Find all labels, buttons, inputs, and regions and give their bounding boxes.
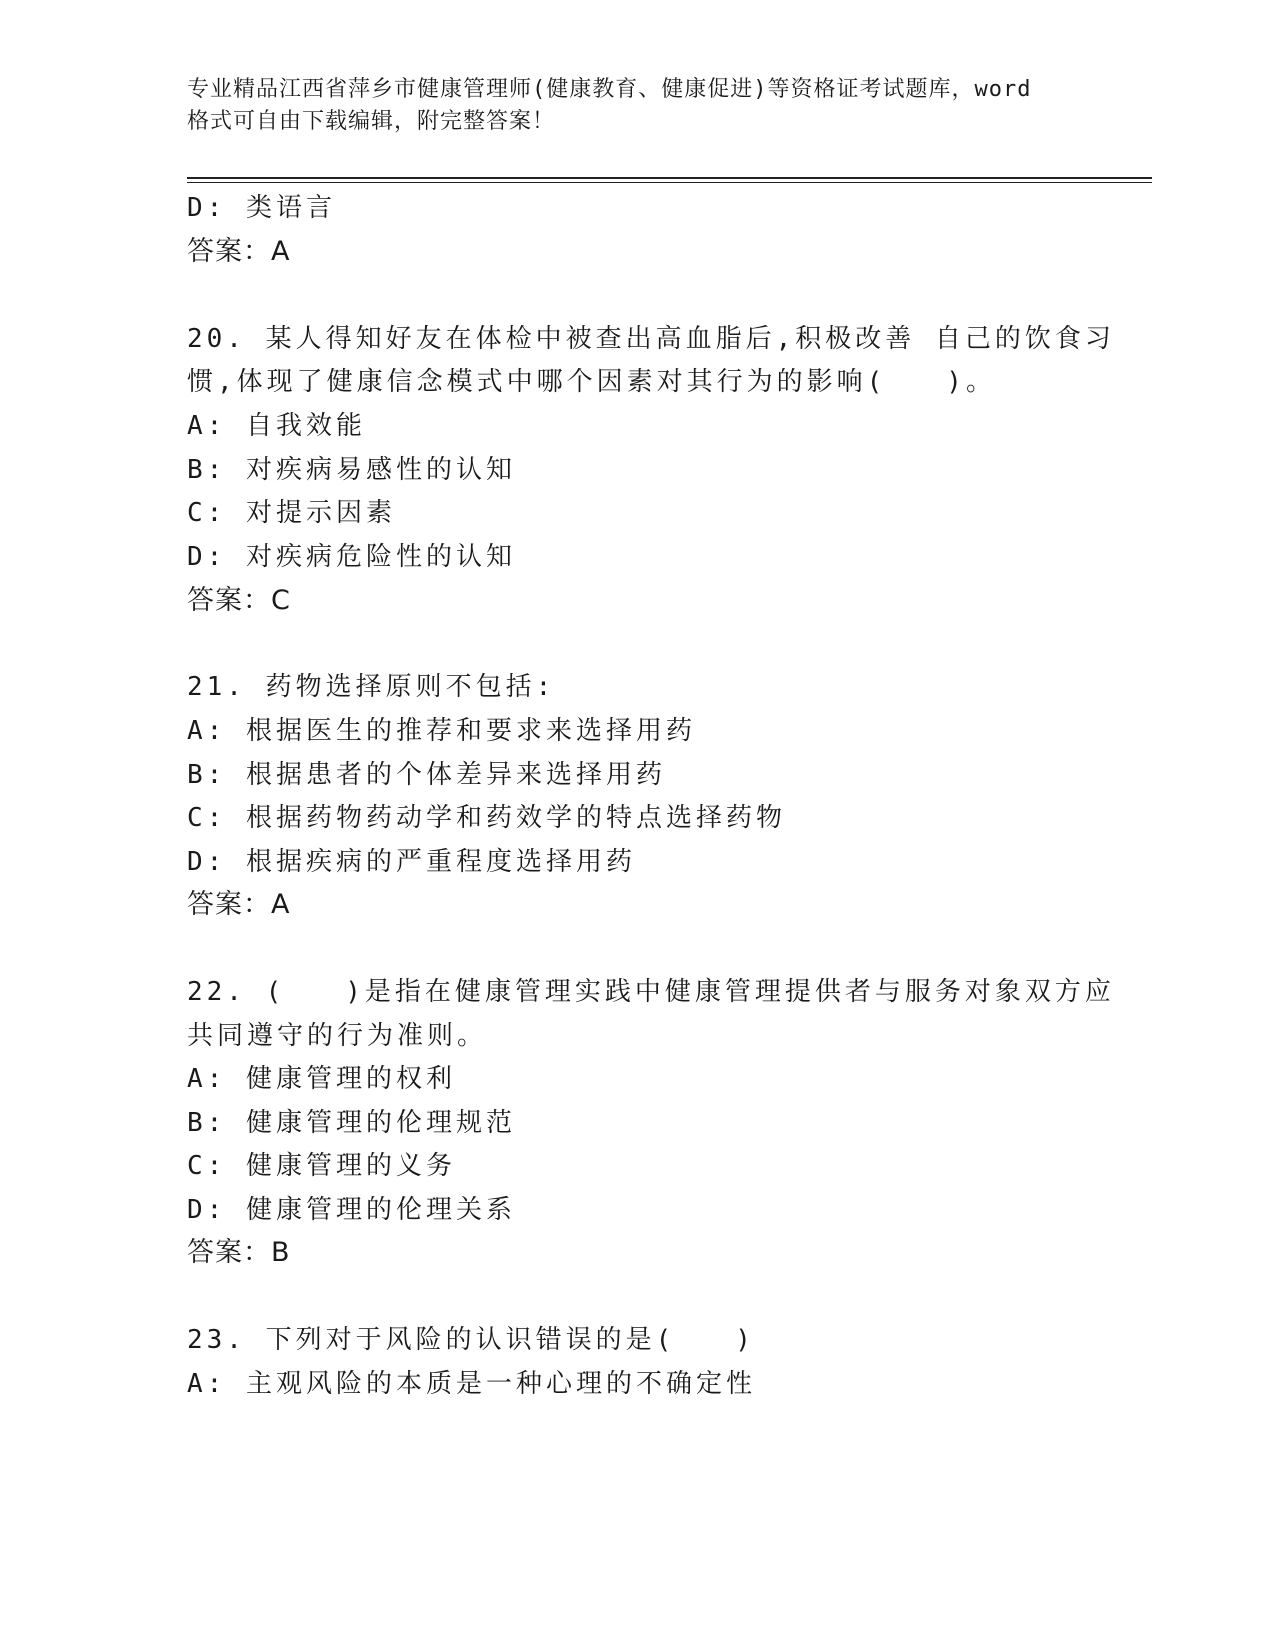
question-23-option-a: A: 主观风险的本质是一种心理的不确定性 <box>187 1369 756 1399</box>
question-21-text: 21. 药物选择原则不包括: <box>187 672 556 702</box>
question-21-answer: 答案：A <box>187 889 291 920</box>
question-20-option-b: B: 对疾病易感性的认知 <box>187 455 516 485</box>
question-20-text: 20. 某人得知好友在体检中被查出高血脂后,积极改善 自己的饮食习 <box>187 324 1115 354</box>
question-21-option-b: B: 根据患者的个体差异来选择用药 <box>187 760 666 790</box>
question-22-answer: 答案：B <box>187 1237 291 1268</box>
question-20-option-a: A: 自我效能 <box>187 411 366 441</box>
question-20-option-d: D: 对疾病危险性的认知 <box>187 542 516 572</box>
question-22-option-b: B: 健康管理的伦理规范 <box>187 1108 516 1138</box>
question-20-text-cont: 惯,体现了健康信念模式中哪个因素对其行为的影响( )。 <box>187 367 996 397</box>
question-23-text: 23. 下列对于风险的认识错误的是( ) <box>187 1325 755 1355</box>
question-21-option-a: A: 根据医生的推荐和要求来选择用药 <box>187 716 696 746</box>
question-22-option-d: D: 健康管理的伦理关系 <box>187 1195 516 1225</box>
header-rule-bottom <box>187 182 1152 183</box>
question-22-text-cont: 共同遵守的行为准则。 <box>187 1021 488 1051</box>
header-line-2: 格式可自由下载编辑，附完整答案！ <box>187 109 556 134</box>
question-21-option-d: D: 根据疾病的严重程度选择用药 <box>187 847 636 877</box>
header-rule-top <box>187 177 1152 179</box>
question-21-option-c: C: 根据药物药动学和药效学的特点选择药物 <box>187 803 786 833</box>
question-20-answer: 答案：C <box>187 585 291 616</box>
option-d: D: 类语言 <box>187 193 336 223</box>
question-20-option-c: C: 对提示因素 <box>187 498 396 528</box>
answer: 答案：A <box>187 236 291 267</box>
question-22-option-a: A: 健康管理的权利 <box>187 1064 456 1094</box>
document-header <box>187 74 1087 138</box>
header-line-1: 专业精品江西省萍乡市健康管理师(健康教育、健康促进)等资格证考试题库，word <box>187 77 1032 102</box>
question-22-option-c: C: 健康管理的义务 <box>187 1151 456 1181</box>
question-22-text: 22. ( )是指在健康管理实践中健康管理提供者与服务对象双方应 <box>187 977 1115 1007</box>
